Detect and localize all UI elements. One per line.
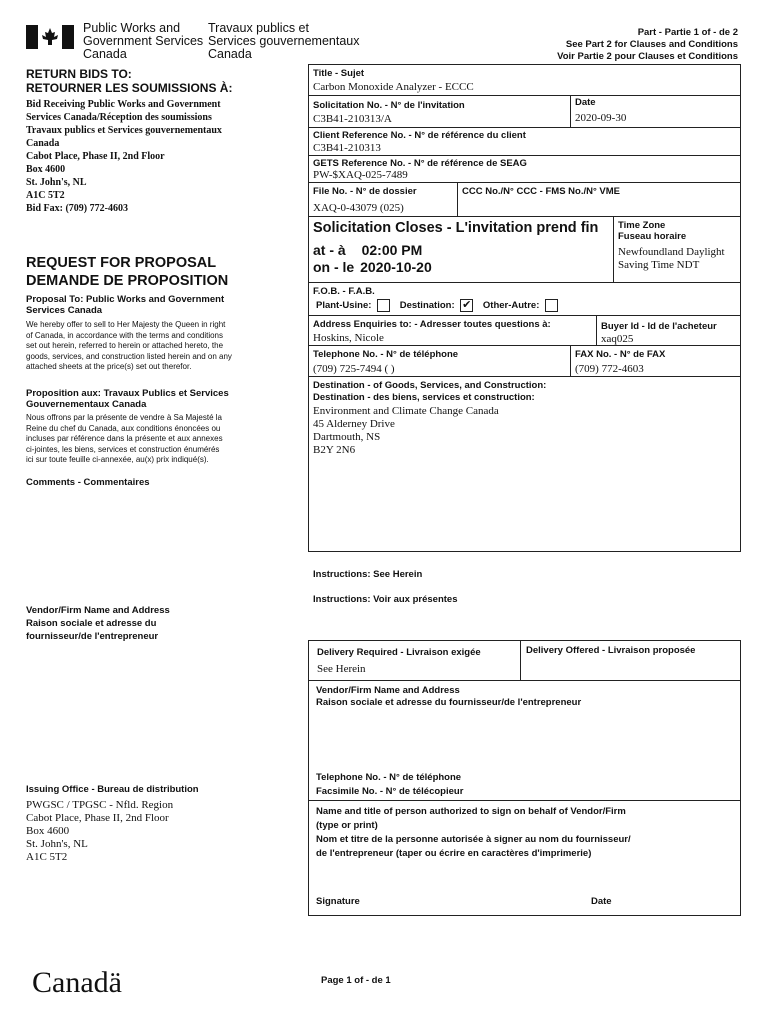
fob-label: F.O.B. - F.A.B. xyxy=(313,286,375,297)
fax-value: (709) 772-4603 xyxy=(575,363,644,375)
vendor-left-label: Vendor/Firm Name and Address Raison sociale et adresse du fournisseur/de l'entrepreneur xyxy=(26,605,170,642)
buyer-id-value: xaq025 xyxy=(601,333,634,345)
return-bids-address: Bid Receiving Public Works and Government Services Canada/Réception des soumissions Travaux publics et Services gouvernementaux Canada Cabot Place, Phase II, 2nd Floor Box 4600 St. John's, NL A1C 5T2 Bid Fax: (709) 772-4603 xyxy=(26,99,222,214)
signature-date-label: Date xyxy=(591,896,612,907)
time-zone-label: Time Zone Fuseau horaire xyxy=(618,220,687,242)
vendor-name-label: Vendor/Firm Name and Address Raison sociale et adresse du fournisseur/de l'entrepreneur xyxy=(316,685,582,708)
file-no-value: XAQ-0-43079 (025) xyxy=(313,202,404,214)
proposal-to-text: We hereby offer to sell to Her Majesty the Queen in right of Canada, in accordance with the terms and conditions set out herein, referred to herein or attached hereto, the goods, services, and construction listed herein and on any attached sheets at the price(s) set out therefor. xyxy=(26,320,232,371)
proposition-text: Nous offrons par la présente de vendre à Sa Majesté la Reine du chef du Canada, aux conditions énoncées ou incluses par référence dans la présente et aux annexes ci-jointes, les biens, services et construction énumérés ici sur toute feuille ci-annexée, au(x) prix indiqué(s). xyxy=(26,413,223,464)
on-value: 2020-10-20 xyxy=(360,259,432,275)
signature-label: Signature xyxy=(316,896,360,907)
closing-time xyxy=(313,241,422,259)
comments-label: Comments - Commentaires xyxy=(26,477,150,488)
canada-flag-icon xyxy=(26,25,74,49)
at-value: 02:00 PM xyxy=(361,242,423,258)
ccc-no-label: CCC No./N° CCC - FMS No./N° VME xyxy=(462,186,621,197)
instructions-fr: Instructions: Voir aux présentes xyxy=(313,594,458,605)
telephone-value: (709) 725-7494 ( ) xyxy=(313,363,395,375)
other-label: Other-Autre: xyxy=(482,300,540,312)
issuing-office-address: PWGSC / TPGSC - Nfld. Region Cabot Place, Phase II, 2nd Floor Box 4600 St. John's, NL A1C 5T2 xyxy=(26,799,174,863)
date-value: 2020-09-30 xyxy=(575,112,627,124)
part-info: Part - Partie 1 of - de 2 See Part 2 for Clauses and Conditions Voir Partie 2 pour Clauses et Conditions xyxy=(557,27,738,62)
delivery-required-value: See Herein xyxy=(317,663,366,675)
instructions-en: Instructions: See Herein xyxy=(313,569,423,580)
gets-ref-label: GETS Reference No. - N° de référence de SEAG xyxy=(313,158,527,169)
destination-label: Destination: xyxy=(399,300,455,312)
telephone-label: Telephone No. - N° de téléphone xyxy=(313,349,459,360)
vendor-facsimile-label: Facsimile No. - N° de télécopieur xyxy=(316,786,464,797)
page-number: Page 1 of - de 1 xyxy=(321,975,391,986)
destination-checkbox[interactable]: ✔ xyxy=(462,299,472,311)
authorized-person-label: Name and title of person authorized to sign on behalf of Vendor/Firm (type or print) Nom et titre de la personne autorisée à signer au nom du fournisseur/ de l'entrepreneur (taper ou écrire en caractères d'imprimerie) xyxy=(316,806,631,859)
canada-wordmark: Canadä xyxy=(32,966,122,999)
client-ref-value: C3B41-210313 xyxy=(313,142,381,154)
time-zone-value: Newfoundland Daylight Saving Time NDT xyxy=(618,246,725,271)
solicitation-no-value: C3B41-210313/A xyxy=(313,113,392,125)
address-enquiries-label: Address Enquiries to: - Adresser toutes questions à: xyxy=(313,319,551,330)
on-label: on - le xyxy=(313,259,355,275)
solicitation-closes-title: Solicitation Closes - L'invitation prend fin xyxy=(313,220,599,236)
plant-label: Plant-Usine: xyxy=(316,300,372,312)
address-enquiries-value: Hoskins, Nicole xyxy=(313,332,384,344)
vendor-telephone-label: Telephone No. - N° de téléphone xyxy=(316,772,462,783)
delivery-required-label: Delivery Required - Livraison exigée xyxy=(317,647,481,658)
rfp-title: REQUEST FOR PROPOSAL DEMANDE DE PROPOSITION xyxy=(26,255,229,289)
client-ref-label: Client Reference No. - N° de référence du client xyxy=(313,130,526,141)
buyer-id-label: Buyer Id - Id de l'acheteur xyxy=(601,321,717,332)
fob-options xyxy=(316,299,562,312)
title-label: Title - Sujet xyxy=(313,68,365,79)
other-checkbox[interactable] xyxy=(545,299,558,312)
issuing-office-label: Issuing Office - Bureau de distribution xyxy=(26,784,199,795)
solicitation-no-label: Solicitation No. - N° de l'invitation xyxy=(313,100,465,111)
proposal-to-label: Proposal To: Public Works and Government Services Canada xyxy=(26,294,225,316)
return-bids-title: RETURN BIDS TO: RETOURNER LES SOUMISSIONS À: xyxy=(26,67,233,95)
closing-date xyxy=(313,258,432,276)
at-label: at - à xyxy=(313,242,346,258)
fax-label: FAX No. - N° de FAX xyxy=(575,349,666,360)
title-value: Carbon Monoxide Analyzer - ECCC xyxy=(313,81,474,93)
proposition-label: Proposition aux: Travaux Publics et Services Gouvernementaux Canada xyxy=(26,388,229,410)
dept-name-en: Public Works and Government Services Canada xyxy=(83,21,204,61)
plant-checkbox[interactable] xyxy=(377,299,390,312)
destination-goods-label: Destination - of Goods, Services, and Construction: Destination - des biens, services et construction: xyxy=(313,380,547,403)
delivery-offered-label: Delivery Offered - Livraison proposée xyxy=(526,645,696,656)
gets-ref-value: PW-$XAQ-025-7489 xyxy=(313,169,408,181)
file-no-label: File No. - N° de dossier xyxy=(313,186,417,197)
dept-name-fr: Travaux publics et Services gouvernementaux Canada xyxy=(208,21,360,61)
destination-goods-value: Environment and Climate Change Canada 45 Alderney Drive Dartmouth, NS B2Y 2N6 xyxy=(313,405,499,456)
date-label: Date xyxy=(575,97,596,108)
